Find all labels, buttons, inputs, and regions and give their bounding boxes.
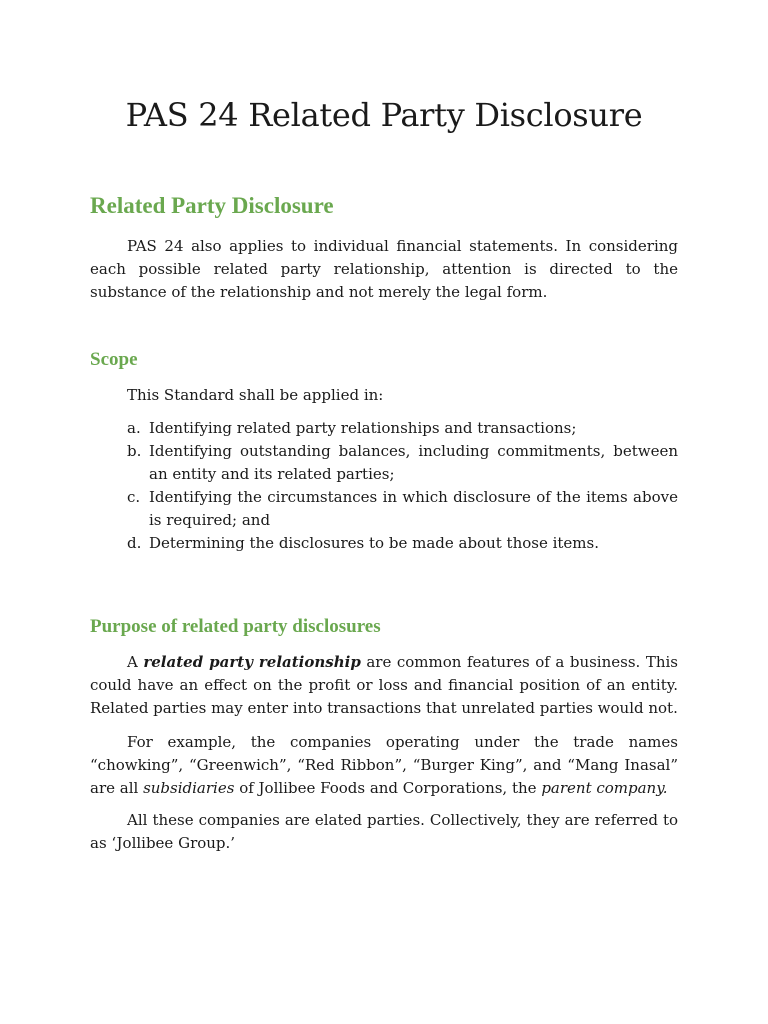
scope-list	[127, 417, 678, 555]
section-paragraph: PAS 24 also applies to individual financial statements. In considering each possible related party relationship, attention is directed to the substance of the relationship and not merely the legal form.	[90, 237, 678, 301]
list-item-text: Identifying related party relationships and transactions;	[149, 419, 577, 437]
list-marker: c.	[127, 488, 141, 506]
text-run: of Jollibee Foods and Corporations, the	[234, 779, 542, 797]
purpose-paragraph-1	[90, 651, 678, 720]
emphasis-parent-company: parent company.	[541, 779, 668, 797]
section-heading-scope: Scope	[90, 349, 138, 370]
text-run: are common features of a business. This could have an effect on the profit or loss and financial position of an entity. Related parties may enter into transactions that unrelated parties would not.	[90, 653, 678, 717]
list-item-text: Identifying outstanding balances, including commitments, between an entity and its related parties;	[149, 442, 678, 483]
text-run: For example, the companies operating under the trade names “chowking”, “Greenwich”, “Red Ribbon”, “Burger King”, and “Mang Inasal” are all	[90, 733, 678, 797]
list-marker: b.	[127, 442, 142, 460]
scope-intro: This Standard shall be applied in:	[127, 386, 384, 404]
list-marker: d.	[127, 534, 142, 552]
emphasis-related-party-relationship: related party relationship	[143, 653, 361, 671]
document-title: PAS 24 Related Party Disclosure	[125, 96, 643, 134]
list-item	[127, 440, 678, 486]
list-item-text: Identifying the circumstances in which disclosure of the items above is required; and	[149, 488, 678, 529]
section-heading-purpose: Purpose of related party disclosures	[90, 616, 381, 637]
emphasis-subsidiaries: subsidiaries	[143, 779, 235, 797]
purpose-paragraph-2	[90, 731, 678, 800]
list-item	[127, 532, 678, 555]
text-run: A	[127, 653, 144, 671]
section-heading-related-party-disclosure: Related Party Disclosure	[90, 193, 334, 218]
list-item-text: Determining the disclosures to be made about those items.	[149, 534, 599, 552]
list-marker: a.	[127, 419, 141, 437]
list-item	[127, 417, 678, 440]
list-item	[127, 486, 678, 532]
purpose-paragraph-3: All these companies are elated parties. Collectively, they are referred to as ‘Jollibee Group.’	[90, 811, 678, 852]
